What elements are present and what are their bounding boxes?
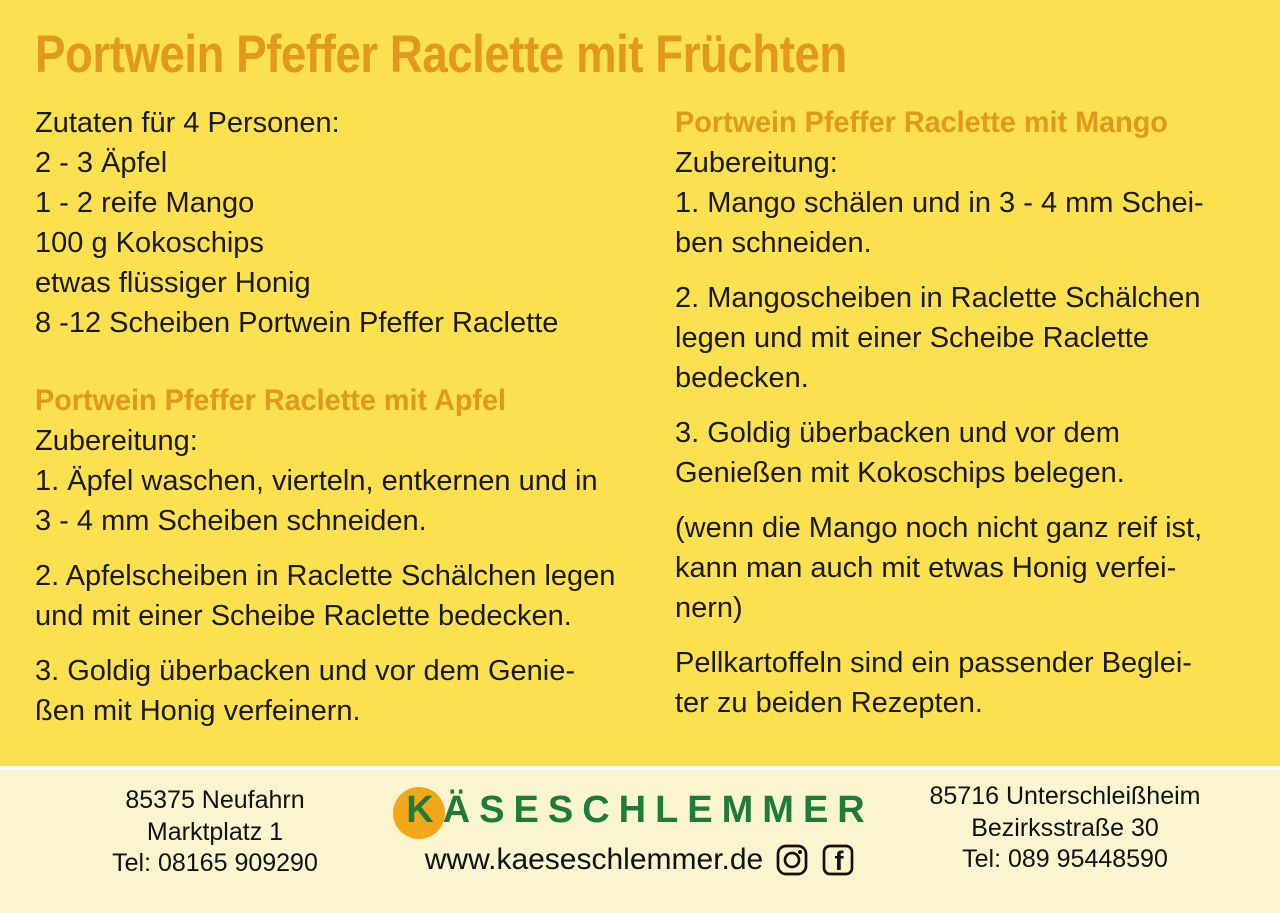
step-line: und mit einer Scheibe Raclette bedecken. — [35, 600, 572, 632]
mango-step-1 — [675, 183, 1280, 263]
left-column — [35, 103, 647, 731]
address-line: Marktplatz 1 — [146, 817, 284, 846]
store-address-neufahrn — [30, 785, 400, 880]
address-line: 85716 Unterschleißheim — [929, 782, 1201, 810]
facebook-icon[interactable] — [821, 843, 855, 877]
address-line: 85375 Neufahrn — [125, 786, 305, 814]
website-link[interactable]: www.kaeseschlemmer.de — [424, 843, 764, 876]
address-line: Bezirksstraße 30 — [971, 813, 1159, 842]
step-line: Genießen mit Kokoschips belegen. — [675, 457, 1125, 489]
right-column — [675, 103, 1280, 723]
apple-step-1 — [35, 461, 647, 541]
ingredient-item: 100 g Kokoschips — [35, 227, 264, 259]
ingredients-block — [35, 103, 647, 343]
step-line: ßen mit Honig verfeinern. — [35, 695, 361, 727]
mango-step-3 — [675, 413, 1280, 493]
apple-subheading: Zubereitung: — [35, 425, 198, 457]
step-line: 2. Mangoscheiben in Raclette Schälchen — [675, 282, 1201, 314]
instagram-icon[interactable] — [775, 843, 809, 877]
mango-step-2 — [675, 278, 1280, 398]
apple-step-3 — [35, 651, 647, 731]
apple-section-heading: Portwein Pfeffer Raclette mit Apfel — [35, 384, 507, 417]
step-line: 1. Mango schälen und in 3 - 4 mm Schei- — [675, 187, 1204, 219]
note-line: kann man auch mit etwas Honig verfei- — [675, 552, 1177, 584]
step-line: 1. Äpfel waschen, vierteln, entkernen und in — [35, 465, 598, 497]
ingredient-item: 1 - 2 reife Mango — [35, 187, 255, 219]
page-title: Portwein Pfeffer Raclette mit Früchten — [35, 25, 847, 84]
apple-step-2 — [35, 556, 647, 636]
note-line: nern) — [675, 592, 743, 624]
step-line: 3. Goldig überbacken und vor dem — [675, 417, 1120, 449]
step-line: 2. Apfelscheiben in Raclette Schälchen legen — [35, 560, 616, 592]
phone-number: Tel: 08165 909290 — [112, 849, 318, 877]
mango-ripeness-note — [675, 508, 1280, 628]
ingredient-item: 2 - 3 Äpfel — [35, 147, 168, 179]
mango-section-heading: Portwein Pfeffer Raclette mit Mango — [675, 106, 1168, 139]
brand-block — [400, 784, 880, 877]
brand-logo — [406, 784, 873, 836]
ingredients-heading: Zutaten für 4 Personen: — [35, 107, 340, 139]
apple-recipe-section — [35, 381, 647, 731]
step-line: ben schneiden. — [675, 227, 872, 259]
footer — [0, 766, 1280, 913]
note-line: (wenn die Mango noch nicht ganz reif ist, — [675, 512, 1203, 544]
tip-line: Pellkartoffeln sind ein passender Beglei- — [675, 647, 1192, 679]
brand-name: KÄSESCHLEMMER — [406, 789, 874, 831]
mango-subheading: Zubereitung: — [675, 147, 838, 179]
website-row — [400, 843, 880, 877]
phone-number: Tel: 089 95448590 — [962, 845, 1168, 873]
store-address-unterschleissheim — [865, 781, 1265, 876]
svg-text:f: f — [834, 846, 844, 876]
step-line: legen und mit einer Scheibe Raclette — [675, 322, 1149, 354]
ingredient-item: etwas flüssiger Honig — [35, 267, 311, 299]
step-line: bedecken. — [675, 362, 809, 394]
tip-line: ter zu beiden Rezepten. — [675, 687, 983, 719]
step-line: 3 - 4 mm Scheiben schneiden. — [35, 505, 427, 537]
serving-tip — [675, 643, 1280, 723]
step-line: 3. Goldig überbacken und vor dem Genie- — [35, 655, 576, 687]
ingredient-item: 8 -12 Scheiben Portwein Pfeffer Raclette — [35, 307, 559, 339]
